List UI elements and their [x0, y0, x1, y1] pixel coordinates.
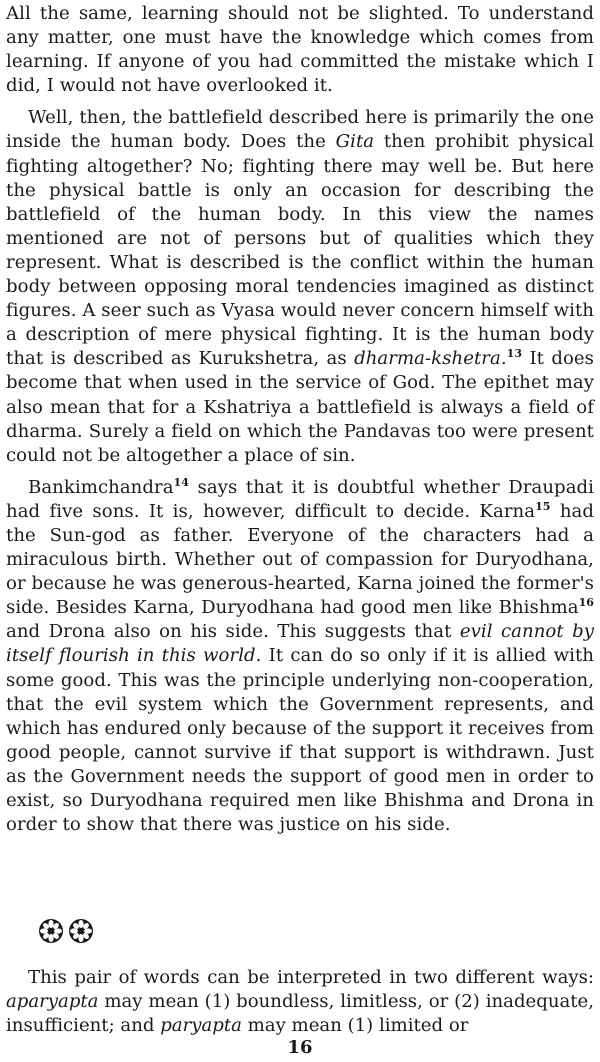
footnote-marker: 16	[578, 596, 594, 610]
paragraph-text: then prohibit physical fighting altogether? No; fighting there may well be. But here the physical battle is only an occasion for describing the battlefield of the human body. In this view the names mentioned are not of persons but of qualities which they represent. What is described is the conflict within the human body between opposing moral tendencies imagined as distinct figures. A seer such as Vyasa would never concern himself with a description of mere physical fighting. It is the human body that is described as Kurukshetra, as	[6, 131, 594, 370]
page-number: 16	[287, 1037, 313, 1058]
paragraph-text: says that it is doubtful whether Draupadi had five sons. It is, however, difficult to decide. Karna	[6, 476, 594, 522]
italic-emphasis: evil cannot by itself flourish in this world.	[6, 621, 594, 667]
footnote-text	[6, 966, 594, 1038]
section-divider-ornaments	[38, 918, 94, 944]
paragraph-bankimchandra	[6, 476, 594, 837]
footnote-span: may mean (1) boundless, limitless, or (2) inadequate, insufficient; and	[6, 991, 594, 1037]
flower-ornament-icon	[38, 918, 64, 944]
paragraph-text: It can do so only if it is allied with some good. This was the principle underlying non-cooperation, that the evil system which the Government represents, and which has endured only because of the support it receives from good people, cannot survive if that support is withdrawn. Just as the Government needs the support of good men in order to exist, so Duryodhana required men like Bhishma and Drona in order to show that there was justice on his side.	[6, 645, 594, 836]
paragraph-text: Well, then, the battlefield described here is primarily the one inside the human body. Does the	[6, 107, 594, 153]
footnote-marker: 13	[506, 347, 523, 361]
paragraph-battlefield	[6, 106, 594, 467]
footnote-marker: 14	[173, 475, 189, 489]
paragraph-text: had the Sun-god as father. Everyone of the characters had a miraculous birth. Whether out of compassion for Duryodhana, or because he was generous-hearted, Karna joined the former's side. Besides Karna, Duryodhana had good men like Bhishma	[6, 500, 595, 619]
italic-term-aparyapta: aparyapta	[6, 991, 99, 1013]
paragraph-text: Bankimchandra	[28, 476, 174, 498]
book-page	[6, 2, 594, 837]
footnote-marker: 15	[535, 499, 551, 513]
paragraph-text: All the same, learning should not be slighted. To understand any matter, one must have the knowledge which comes from learning. If anyone of you had committed the mistake which I did, I would not have overlooked it.	[6, 3, 594, 97]
italic-term-gita: Gita	[335, 131, 375, 153]
flower-ornament-icon	[68, 918, 94, 944]
italic-term-dharmakshetra: dharma-kshetra.	[354, 348, 507, 370]
footnote-span: may mean (1) limited or	[241, 1015, 469, 1037]
italic-term-paryapta: paryapta	[160, 1015, 242, 1037]
paragraph-text: and Drona also on his side. This suggests that	[6, 621, 460, 643]
footnote-span: This pair of words can be interpreted in two different ways:	[28, 967, 594, 988]
paragraph-text: It does become that when used in the service of God. The epithet may also mean that for a Kshatriya a battlefield is always a field of dharma. Surely a field on which the Pandavas too were present could not be altogether a place of sin.	[6, 348, 594, 466]
paragraph-learning	[6, 2, 594, 98]
